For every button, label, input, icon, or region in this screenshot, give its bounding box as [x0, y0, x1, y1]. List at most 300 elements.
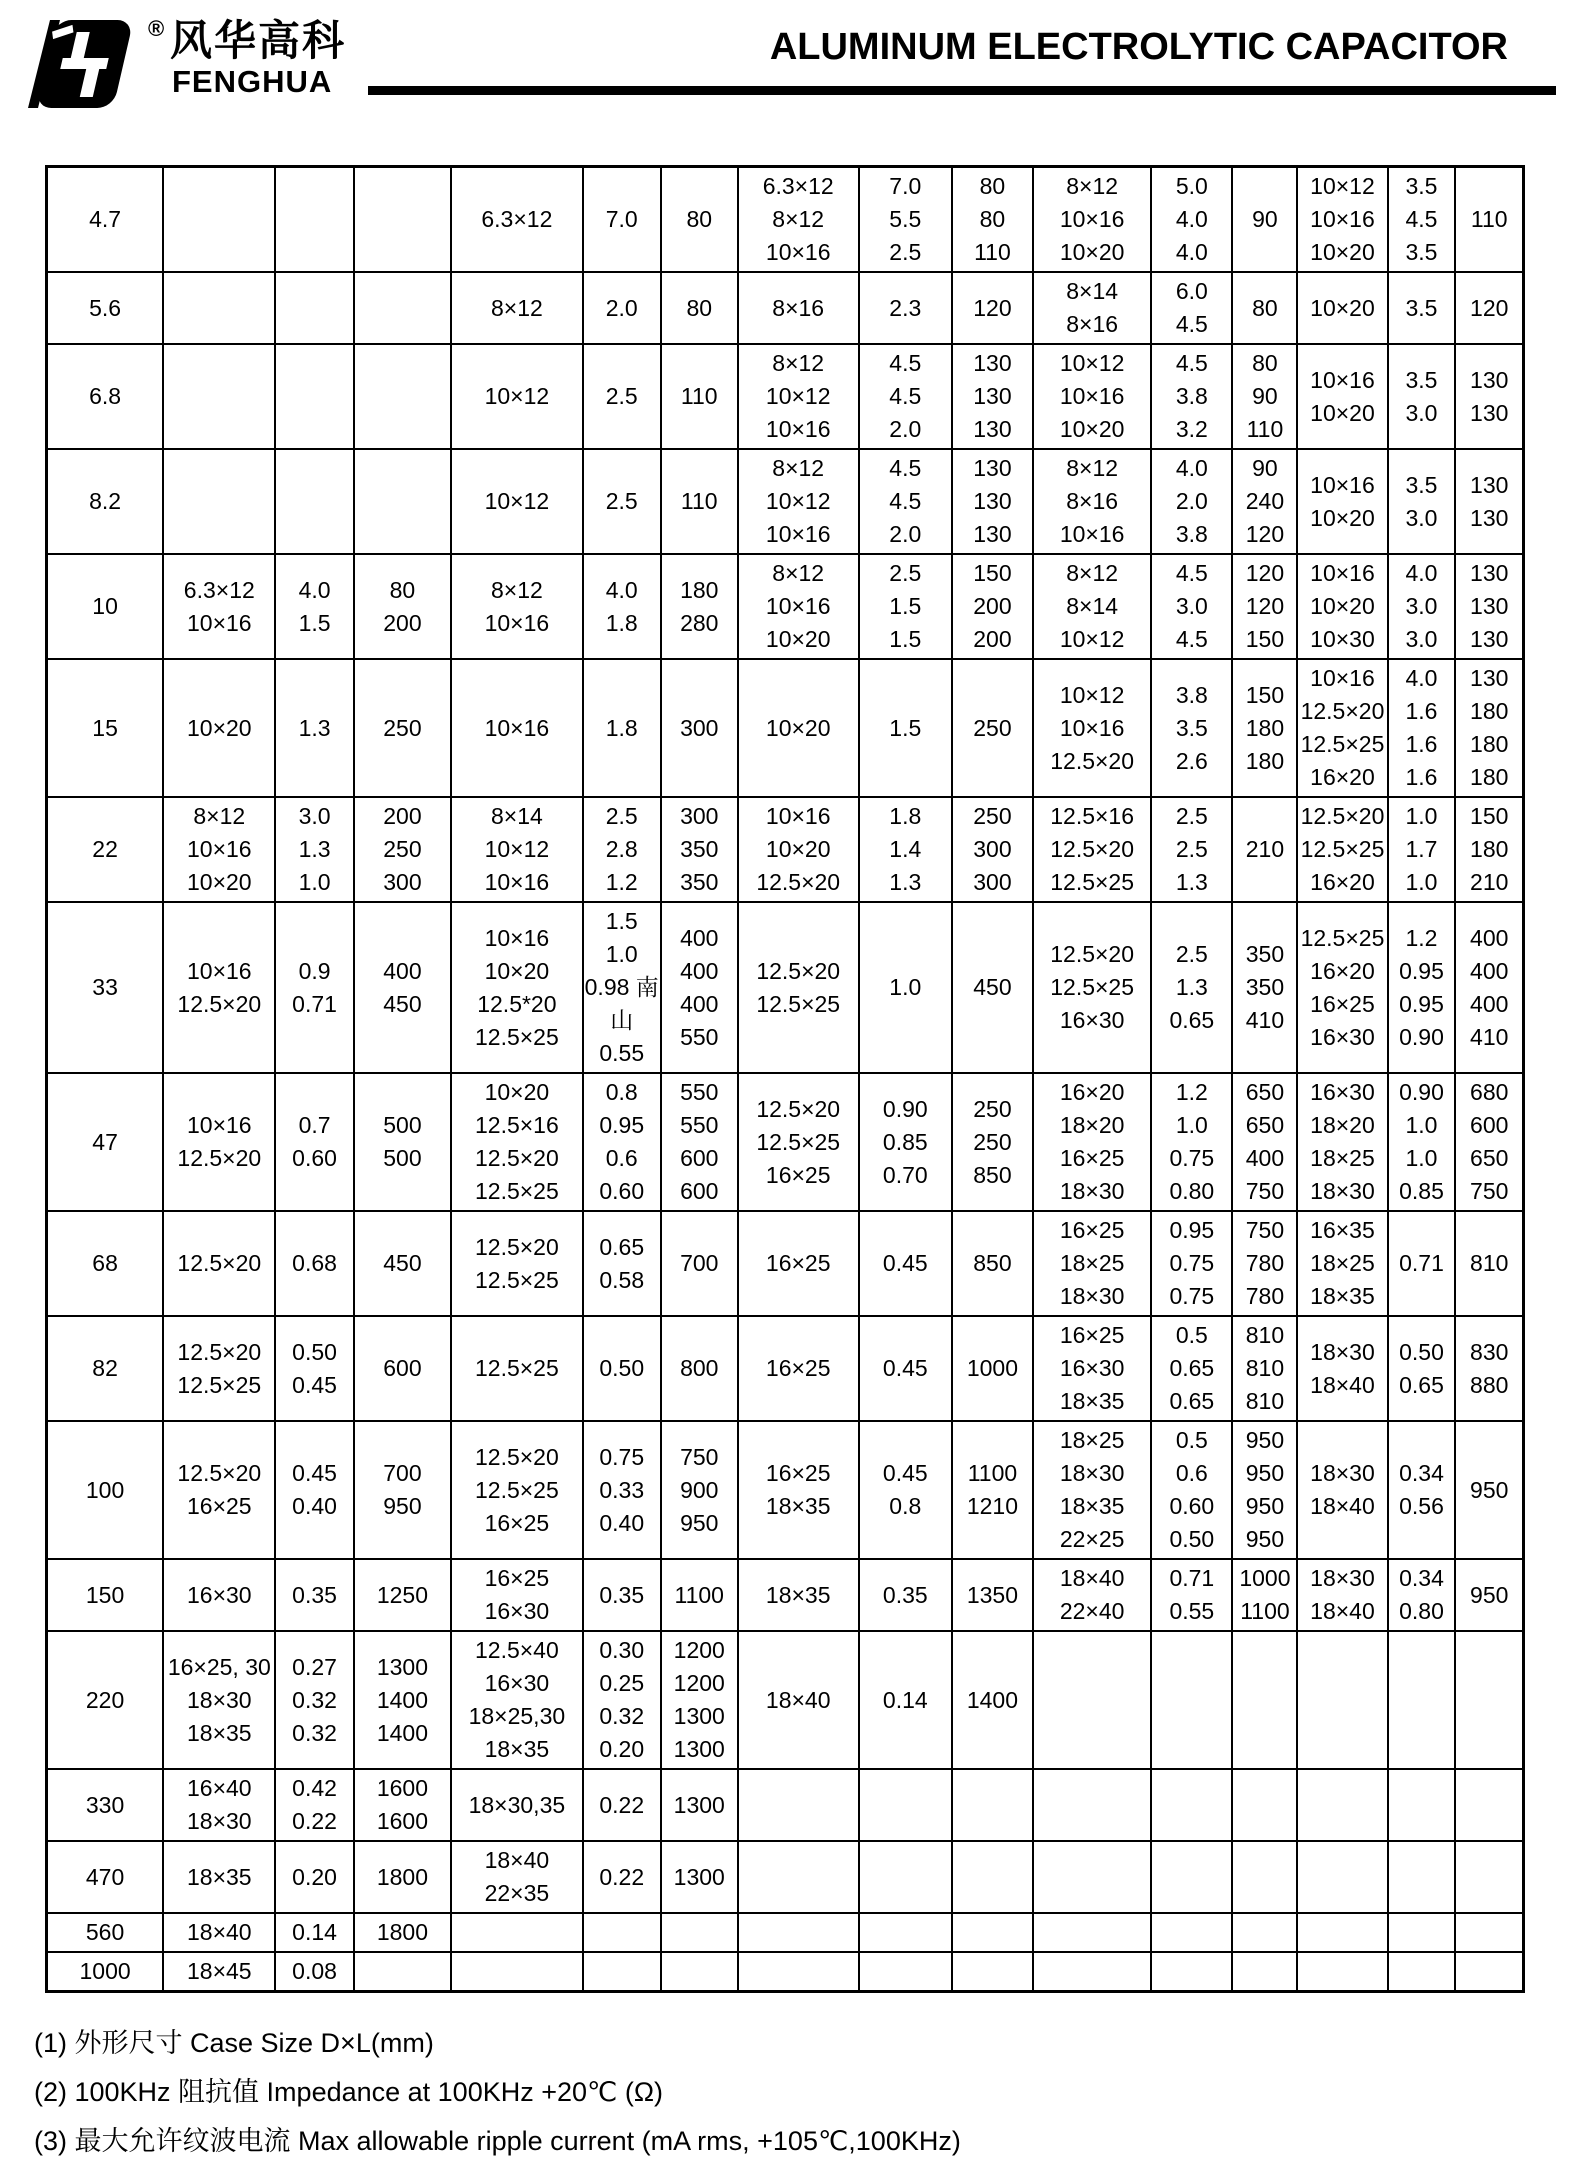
impedance-cell — [1388, 1073, 1456, 1211]
impedance-cell — [1151, 1559, 1232, 1631]
cell-line: 2.6 — [1175, 747, 1208, 774]
cell-line: 10×16 — [1310, 366, 1375, 393]
cell-line: 0.34 — [1399, 1565, 1444, 1591]
cell-line: 780 — [1245, 1283, 1285, 1309]
cell-line: 0.45 — [882, 1355, 928, 1381]
cell-line: 2.5 — [889, 239, 922, 265]
cell-line: 2.0 — [605, 294, 638, 321]
cell-line: 2.8 — [605, 836, 638, 862]
impedance-cell — [275, 1316, 353, 1421]
case-size-cell — [163, 902, 275, 1073]
ripple-current-cell — [354, 1769, 451, 1841]
case-size-cell — [451, 1631, 582, 1769]
case-size-cell — [1033, 1631, 1151, 1769]
cell-line: 1300 — [673, 1703, 725, 1729]
cell-line: 10×16 — [765, 521, 831, 547]
cell-line: 18×30 — [1059, 1178, 1125, 1204]
cell-line: 400 — [680, 957, 719, 984]
cell-line: 12.5×20 — [474, 1233, 559, 1260]
cell-line: 300 — [680, 803, 719, 829]
cell-line: 750 — [1470, 1178, 1509, 1204]
cell-line: 130 — [1470, 626, 1509, 652]
impedance-cell — [1151, 1952, 1232, 1992]
case-size-cell — [1297, 1073, 1387, 1211]
cell-line: 2.0 — [889, 416, 922, 442]
cell-line: 6.3×12 — [481, 206, 553, 232]
impedance-cell — [859, 1211, 952, 1316]
cell-line: 0.5 — [1175, 1427, 1208, 1453]
cell-line: 810 — [1470, 1250, 1509, 1276]
case-size-cell — [451, 344, 582, 449]
cell-line: 16×25 — [765, 1161, 831, 1188]
ripple-current-cell — [1455, 1952, 1523, 1992]
cell-line: 18×35 — [1059, 1388, 1125, 1414]
cell-line: 12.5×20 — [756, 1095, 841, 1122]
cell-line: 12.5×20 — [1300, 803, 1385, 829]
ripple-current-cell — [661, 1913, 738, 1952]
cell-line: 1.3 — [1175, 974, 1208, 1000]
cell-line: 650 — [1245, 1112, 1285, 1138]
capacitance-value-cell: 82 — [47, 1316, 164, 1421]
cell-line: 600 — [1470, 1112, 1509, 1138]
cell-line: 3.5 — [1405, 239, 1438, 265]
case-size-cell — [738, 1769, 859, 1841]
impedance-cell — [1388, 1631, 1456, 1769]
cell-line: 8×12 — [1066, 455, 1119, 481]
cell-line: 90 — [1252, 206, 1278, 232]
cell-line: 350 — [1245, 941, 1285, 967]
case-size-cell — [1297, 659, 1387, 797]
ripple-current-cell — [354, 449, 451, 554]
cell-line: 950 — [1245, 1493, 1285, 1519]
cell-line: 750 — [1245, 1217, 1285, 1243]
case-size-cell — [163, 1211, 275, 1316]
impedance-cell — [1151, 1913, 1232, 1952]
cell-line: 500 — [383, 1112, 422, 1138]
case-size-cell — [1033, 554, 1151, 659]
case-size-cell — [738, 272, 859, 344]
cell-line: 1600 — [376, 1808, 428, 1834]
cell-line: 0.32 — [292, 1686, 337, 1713]
ripple-current-cell — [661, 1631, 738, 1769]
impedance-cell — [1388, 902, 1456, 1073]
table-row-560 — [47, 1913, 1524, 1952]
cell-line: 3.8 — [1175, 681, 1208, 708]
cell-line: 18×40 — [1310, 1371, 1375, 1398]
impedance-cell — [583, 1073, 661, 1211]
cell-line: 22×40 — [1059, 1598, 1125, 1624]
cell-line: 8×12 — [1066, 560, 1119, 586]
ripple-current-cell — [952, 797, 1033, 902]
table-row-5.6 — [47, 272, 1524, 344]
impedance-cell — [583, 1421, 661, 1559]
cell-line: 2.3 — [889, 294, 922, 321]
cell-line: 880 — [1470, 1371, 1509, 1398]
case-size-cell — [1033, 1421, 1151, 1559]
case-size-cell — [1297, 1769, 1387, 1841]
cell-line: 350 — [680, 836, 719, 862]
table-row-15 — [47, 659, 1524, 797]
cell-line: 10×12 — [484, 383, 550, 409]
cell-line: 0.45 — [882, 1460, 928, 1486]
case-size-cell — [738, 344, 859, 449]
ripple-current-cell — [661, 659, 738, 797]
cell-line: 5.0 — [1175, 173, 1208, 199]
cell-line: 180 — [1470, 836, 1509, 862]
impedance-cell — [275, 554, 353, 659]
case-size-cell — [163, 1631, 275, 1769]
cell-line: 12.5×20 — [1050, 836, 1135, 862]
ripple-current-cell — [354, 1211, 451, 1316]
cell-line: 410 — [1245, 1007, 1285, 1033]
cell-line: 16×30 — [1310, 1023, 1375, 1050]
cell-line: 8×12 — [490, 294, 543, 321]
cell-line: 250 — [973, 1095, 1012, 1122]
cell-line: 1.2 — [1405, 924, 1438, 951]
cell-line: 3.8 — [1175, 521, 1208, 547]
case-size-cell — [163, 272, 275, 344]
cell-line: 400 — [383, 957, 422, 984]
cell-line: 12.5×25 — [474, 1476, 559, 1503]
cell-line: 350 — [1245, 974, 1285, 1000]
cell-line: 12.5×25 — [474, 1178, 559, 1204]
cell-line: 4.5 — [889, 350, 922, 376]
cell-line: 10×20 — [1310, 399, 1375, 426]
cell-line: 1300 — [673, 1736, 725, 1762]
case-size-cell — [1297, 1211, 1387, 1316]
ripple-current-cell — [952, 1952, 1033, 1992]
cell-line: 12.5×20 — [177, 990, 262, 1017]
cell-line: 200 — [383, 609, 422, 636]
table-row-33 — [47, 902, 1524, 1073]
ripple-current-cell — [952, 1913, 1033, 1952]
cell-line: 16×25 — [1310, 990, 1375, 1017]
cell-line: 10×16 — [186, 609, 252, 636]
cell-line: 18×45 — [186, 1958, 252, 1984]
cell-line: 500 — [383, 1145, 422, 1171]
cell-line: 0.8 — [605, 1079, 638, 1105]
impedance-cell — [275, 902, 353, 1073]
case-size-cell — [163, 1913, 275, 1952]
impedance-cell — [859, 1631, 952, 1769]
cell-line: 16×25 — [186, 1493, 252, 1519]
cell-line: 600 — [680, 1178, 719, 1204]
case-size-cell — [1033, 1316, 1151, 1421]
cell-line: 16×25 — [765, 1355, 831, 1381]
impedance-cell — [1388, 344, 1456, 449]
ripple-current-cell — [1455, 797, 1523, 902]
table-row-10 — [47, 554, 1524, 659]
brand-name-english: FENGHUA — [172, 64, 333, 99]
cell-line: 18×25 — [1310, 1250, 1375, 1276]
cell-line: 180 — [1470, 698, 1509, 724]
cell-line: 900 — [680, 1476, 719, 1503]
cell-line: 0.33 — [599, 1476, 645, 1503]
cell-line: 4.5 — [1175, 560, 1208, 586]
cell-line: 1.5 — [889, 593, 922, 619]
cell-line: 1100 — [967, 1460, 1018, 1486]
case-size-cell — [1297, 902, 1387, 1073]
cell-line: 12.5×20 — [474, 1443, 559, 1470]
cell-line: 10×12 — [1059, 681, 1125, 708]
cell-line: 12.5×25 — [1300, 924, 1385, 951]
cell-line: 2.5 — [605, 383, 638, 409]
cell-line: 1.0 — [889, 974, 922, 1000]
cell-line: 12.5×20 — [177, 1145, 262, 1171]
ripple-current-cell — [354, 1316, 451, 1421]
cell-line: 8×16 — [1066, 488, 1119, 514]
ripple-current-cell — [354, 1559, 451, 1631]
cell-line: 4.0 — [1175, 206, 1208, 232]
ripple-current-cell — [1455, 1559, 1523, 1631]
cell-line: 1100 — [674, 1581, 724, 1608]
cell-line: 0.40 — [599, 1509, 645, 1536]
cell-line: 12.5×20 — [177, 1338, 262, 1365]
cell-line: 80 — [686, 294, 713, 321]
cell-line: 0.08 — [292, 1958, 337, 1984]
ripple-current-cell — [1455, 272, 1523, 344]
cell-line: 850 — [973, 1250, 1012, 1276]
ripple-current-cell — [952, 1631, 1033, 1769]
cell-line: 1.0 — [1405, 803, 1438, 829]
ripple-current-cell — [661, 1769, 738, 1841]
cell-line: 300 — [973, 869, 1012, 895]
cell-line: 18×30,35 — [468, 1791, 566, 1818]
case-size-cell — [738, 1211, 859, 1316]
cell-line: 10×16 — [765, 803, 831, 829]
cell-line: 22×35 — [484, 1880, 550, 1906]
impedance-cell — [583, 1211, 661, 1316]
cell-line: 0.35 — [882, 1581, 928, 1608]
cell-line: 10×20 — [1059, 416, 1125, 442]
case-size-cell — [451, 1316, 582, 1421]
capacitor-spec-table — [45, 165, 1525, 1993]
cell-line: 0.20 — [599, 1736, 645, 1762]
table-row-47 — [47, 1073, 1524, 1211]
ripple-current-cell — [1455, 1913, 1523, 1952]
capacitance-value-cell: 4.7 — [47, 167, 164, 273]
cell-line: 7.0 — [889, 173, 922, 199]
cell-line: 10×16 — [1310, 560, 1375, 586]
cell-line: 16×30 — [186, 1581, 252, 1608]
cell-line: 8×12 — [772, 455, 825, 481]
cell-line: 0.80 — [1169, 1178, 1215, 1204]
ripple-current-cell — [952, 659, 1033, 797]
cell-line: 400 — [1245, 1145, 1285, 1171]
cell-line: 10×16 — [484, 869, 550, 895]
cell-line: 22×25 — [1059, 1526, 1125, 1552]
case-size-cell — [451, 1211, 582, 1316]
ripple-current-cell — [661, 797, 738, 902]
cell-line: 4.0 — [1405, 665, 1438, 691]
cell-line: 12.5×20 — [177, 1250, 262, 1276]
cell-line: 800 — [680, 1355, 719, 1381]
cell-line: 0.60 — [599, 1178, 645, 1204]
cell-line: 1.0 — [605, 941, 638, 967]
cell-line: 450 — [383, 1250, 422, 1276]
table-row-330 — [47, 1769, 1524, 1841]
impedance-cell — [859, 902, 952, 1073]
cell-line: 12.5×25 — [474, 1023, 559, 1050]
cell-line: 0.40 — [292, 1493, 337, 1519]
ripple-current-cell — [1232, 344, 1297, 449]
table-row-1000 — [47, 1952, 1524, 1992]
table-row-8.2 — [47, 449, 1524, 554]
cell-line: 18×25 — [1310, 1145, 1375, 1171]
case-size-cell — [738, 554, 859, 659]
case-size-cell — [451, 1841, 582, 1913]
cell-line: 16×35 — [1310, 1217, 1375, 1243]
cell-line: 12.5×20 — [1050, 941, 1135, 967]
ripple-current-cell — [1232, 1073, 1297, 1211]
cell-line: 6.3×12 — [762, 173, 834, 199]
case-size-cell — [163, 1316, 275, 1421]
cell-line: 950 — [680, 1509, 719, 1536]
case-size-cell — [1297, 1913, 1387, 1952]
cell-line: 1800 — [376, 1863, 428, 1890]
cell-line: 0.5 — [1175, 1322, 1208, 1348]
impedance-cell — [583, 1769, 661, 1841]
cell-line: 10×12 — [765, 488, 831, 514]
cell-line: 1600 — [376, 1775, 428, 1801]
cell-line: 1.3 — [298, 714, 331, 741]
impedance-cell — [275, 1073, 353, 1211]
case-size-cell — [451, 1559, 582, 1631]
cell-line: 550 — [680, 1079, 719, 1105]
cell-line: 1.6 — [1405, 764, 1438, 790]
cell-line: 0.60 — [292, 1145, 337, 1171]
cell-line: 8×14 — [1066, 278, 1119, 304]
cell-line: 210 — [1470, 869, 1509, 895]
cell-line: 0.65 — [1169, 1388, 1215, 1414]
cell-line: 16×25 — [1059, 1145, 1125, 1171]
cell-line: 0.32 — [292, 1719, 337, 1746]
capacitance-value-cell: 6.8 — [47, 344, 164, 449]
cell-line: 3.0 — [1175, 593, 1208, 619]
cell-line: 0.55 — [1169, 1598, 1215, 1624]
impedance-cell — [1151, 554, 1232, 659]
case-size-cell — [1297, 1559, 1387, 1631]
table-row-220 — [47, 1631, 1524, 1769]
cell-line: 1.0 — [298, 869, 331, 895]
impedance-cell — [859, 1421, 952, 1559]
cell-line: 16×25 — [484, 1509, 550, 1536]
ripple-current-cell — [1455, 1316, 1523, 1421]
cell-line: 10×20 — [765, 836, 831, 862]
case-size-cell — [1033, 1841, 1151, 1913]
cell-line: 2.5 — [1175, 941, 1208, 967]
cell-line: 10×16 — [1310, 206, 1375, 232]
cell-line: 4.5 — [889, 383, 922, 409]
cell-line: 130 — [973, 488, 1012, 514]
cell-line: 10×20 — [1310, 294, 1375, 321]
cell-line: 8×12 — [772, 560, 825, 586]
cell-line: 7.0 — [605, 206, 638, 232]
cell-line: 0.27 — [292, 1653, 337, 1680]
cell-line: 150 — [1245, 626, 1285, 652]
brand-name-chinese: 风华高科 — [170, 17, 347, 64]
cell-line: 8×12 — [772, 350, 825, 376]
case-size-cell — [163, 449, 275, 554]
case-size-cell — [738, 1316, 859, 1421]
cell-line: 16×30 — [1310, 1079, 1375, 1105]
ripple-current-cell — [1232, 902, 1297, 1073]
cell-line: 16×20 — [1310, 957, 1375, 984]
cell-line: 120 — [973, 294, 1012, 321]
cell-line: 0.35 — [292, 1581, 337, 1608]
ripple-current-cell — [1232, 1211, 1297, 1316]
cell-line: 700 — [383, 1460, 422, 1486]
cell-line: 3.5 — [1405, 294, 1438, 321]
cell-line: 3.8 — [1175, 383, 1208, 409]
cell-line: 12.5×25 — [756, 1128, 841, 1155]
cell-line: 1.5 — [298, 609, 331, 636]
impedance-cell — [1388, 1559, 1456, 1631]
cell-line: 10×20 — [1310, 504, 1375, 531]
ripple-current-cell — [661, 1952, 738, 1992]
cell-line: 4.0 — [605, 576, 638, 603]
cell-line: 0.50 — [1399, 1338, 1444, 1365]
case-size-cell — [738, 797, 859, 902]
cell-line: 2.5 — [605, 488, 638, 514]
cell-line: 12.5×16 — [1050, 803, 1135, 829]
case-size-cell — [451, 1952, 582, 1992]
cell-line: 10×20 — [1310, 593, 1375, 619]
cell-line: 0.60 — [1169, 1493, 1215, 1519]
ripple-current-cell — [952, 902, 1033, 1073]
cell-line: 4.5 — [889, 455, 922, 481]
ripple-current-cell — [354, 659, 451, 797]
cell-line: 12.5×16 — [474, 1112, 559, 1138]
cell-line: 18×35 — [765, 1493, 831, 1519]
cell-line: 120 — [1470, 294, 1509, 321]
cell-line: 4.5 — [1175, 350, 1208, 376]
cell-line: 650 — [1470, 1145, 1509, 1171]
impedance-cell — [1388, 1421, 1456, 1559]
cell-line: 16×25 — [765, 1250, 831, 1276]
cell-line: 18×40 — [484, 1847, 550, 1873]
table-row-150 — [47, 1559, 1524, 1631]
case-size-cell — [1297, 449, 1387, 554]
cell-line: 80 — [686, 206, 713, 232]
impedance-cell — [1151, 1073, 1232, 1211]
ripple-current-cell — [661, 272, 738, 344]
cell-line: 950 — [1245, 1460, 1285, 1486]
cell-line: 0.71 — [292, 990, 337, 1017]
cell-line: 1.0 — [1405, 1145, 1438, 1171]
cell-line: 8×16 — [772, 294, 825, 321]
cell-line: 1300 — [376, 1653, 428, 1680]
cell-line: 210 — [1245, 836, 1285, 862]
impedance-cell — [859, 1769, 952, 1841]
case-size-cell — [1033, 449, 1151, 554]
cell-line: 0.90 — [1399, 1079, 1444, 1105]
case-size-cell — [1297, 344, 1387, 449]
impedance-cell — [1151, 1769, 1232, 1841]
cell-line: 90 — [1252, 455, 1278, 481]
ripple-current-cell — [1455, 659, 1523, 797]
footnotes — [34, 2019, 1574, 2166]
impedance-cell — [1151, 449, 1232, 554]
cell-line: 0.9 — [298, 957, 331, 984]
ripple-current-cell — [1455, 449, 1523, 554]
cell-line: 10×16 — [1310, 471, 1375, 498]
cell-line: 1.3 — [298, 836, 331, 862]
impedance-cell — [859, 659, 952, 797]
cell-line: 18×30 — [186, 1808, 252, 1834]
impedance-cell — [859, 554, 952, 659]
cell-line: 18×40 — [1310, 1598, 1375, 1624]
